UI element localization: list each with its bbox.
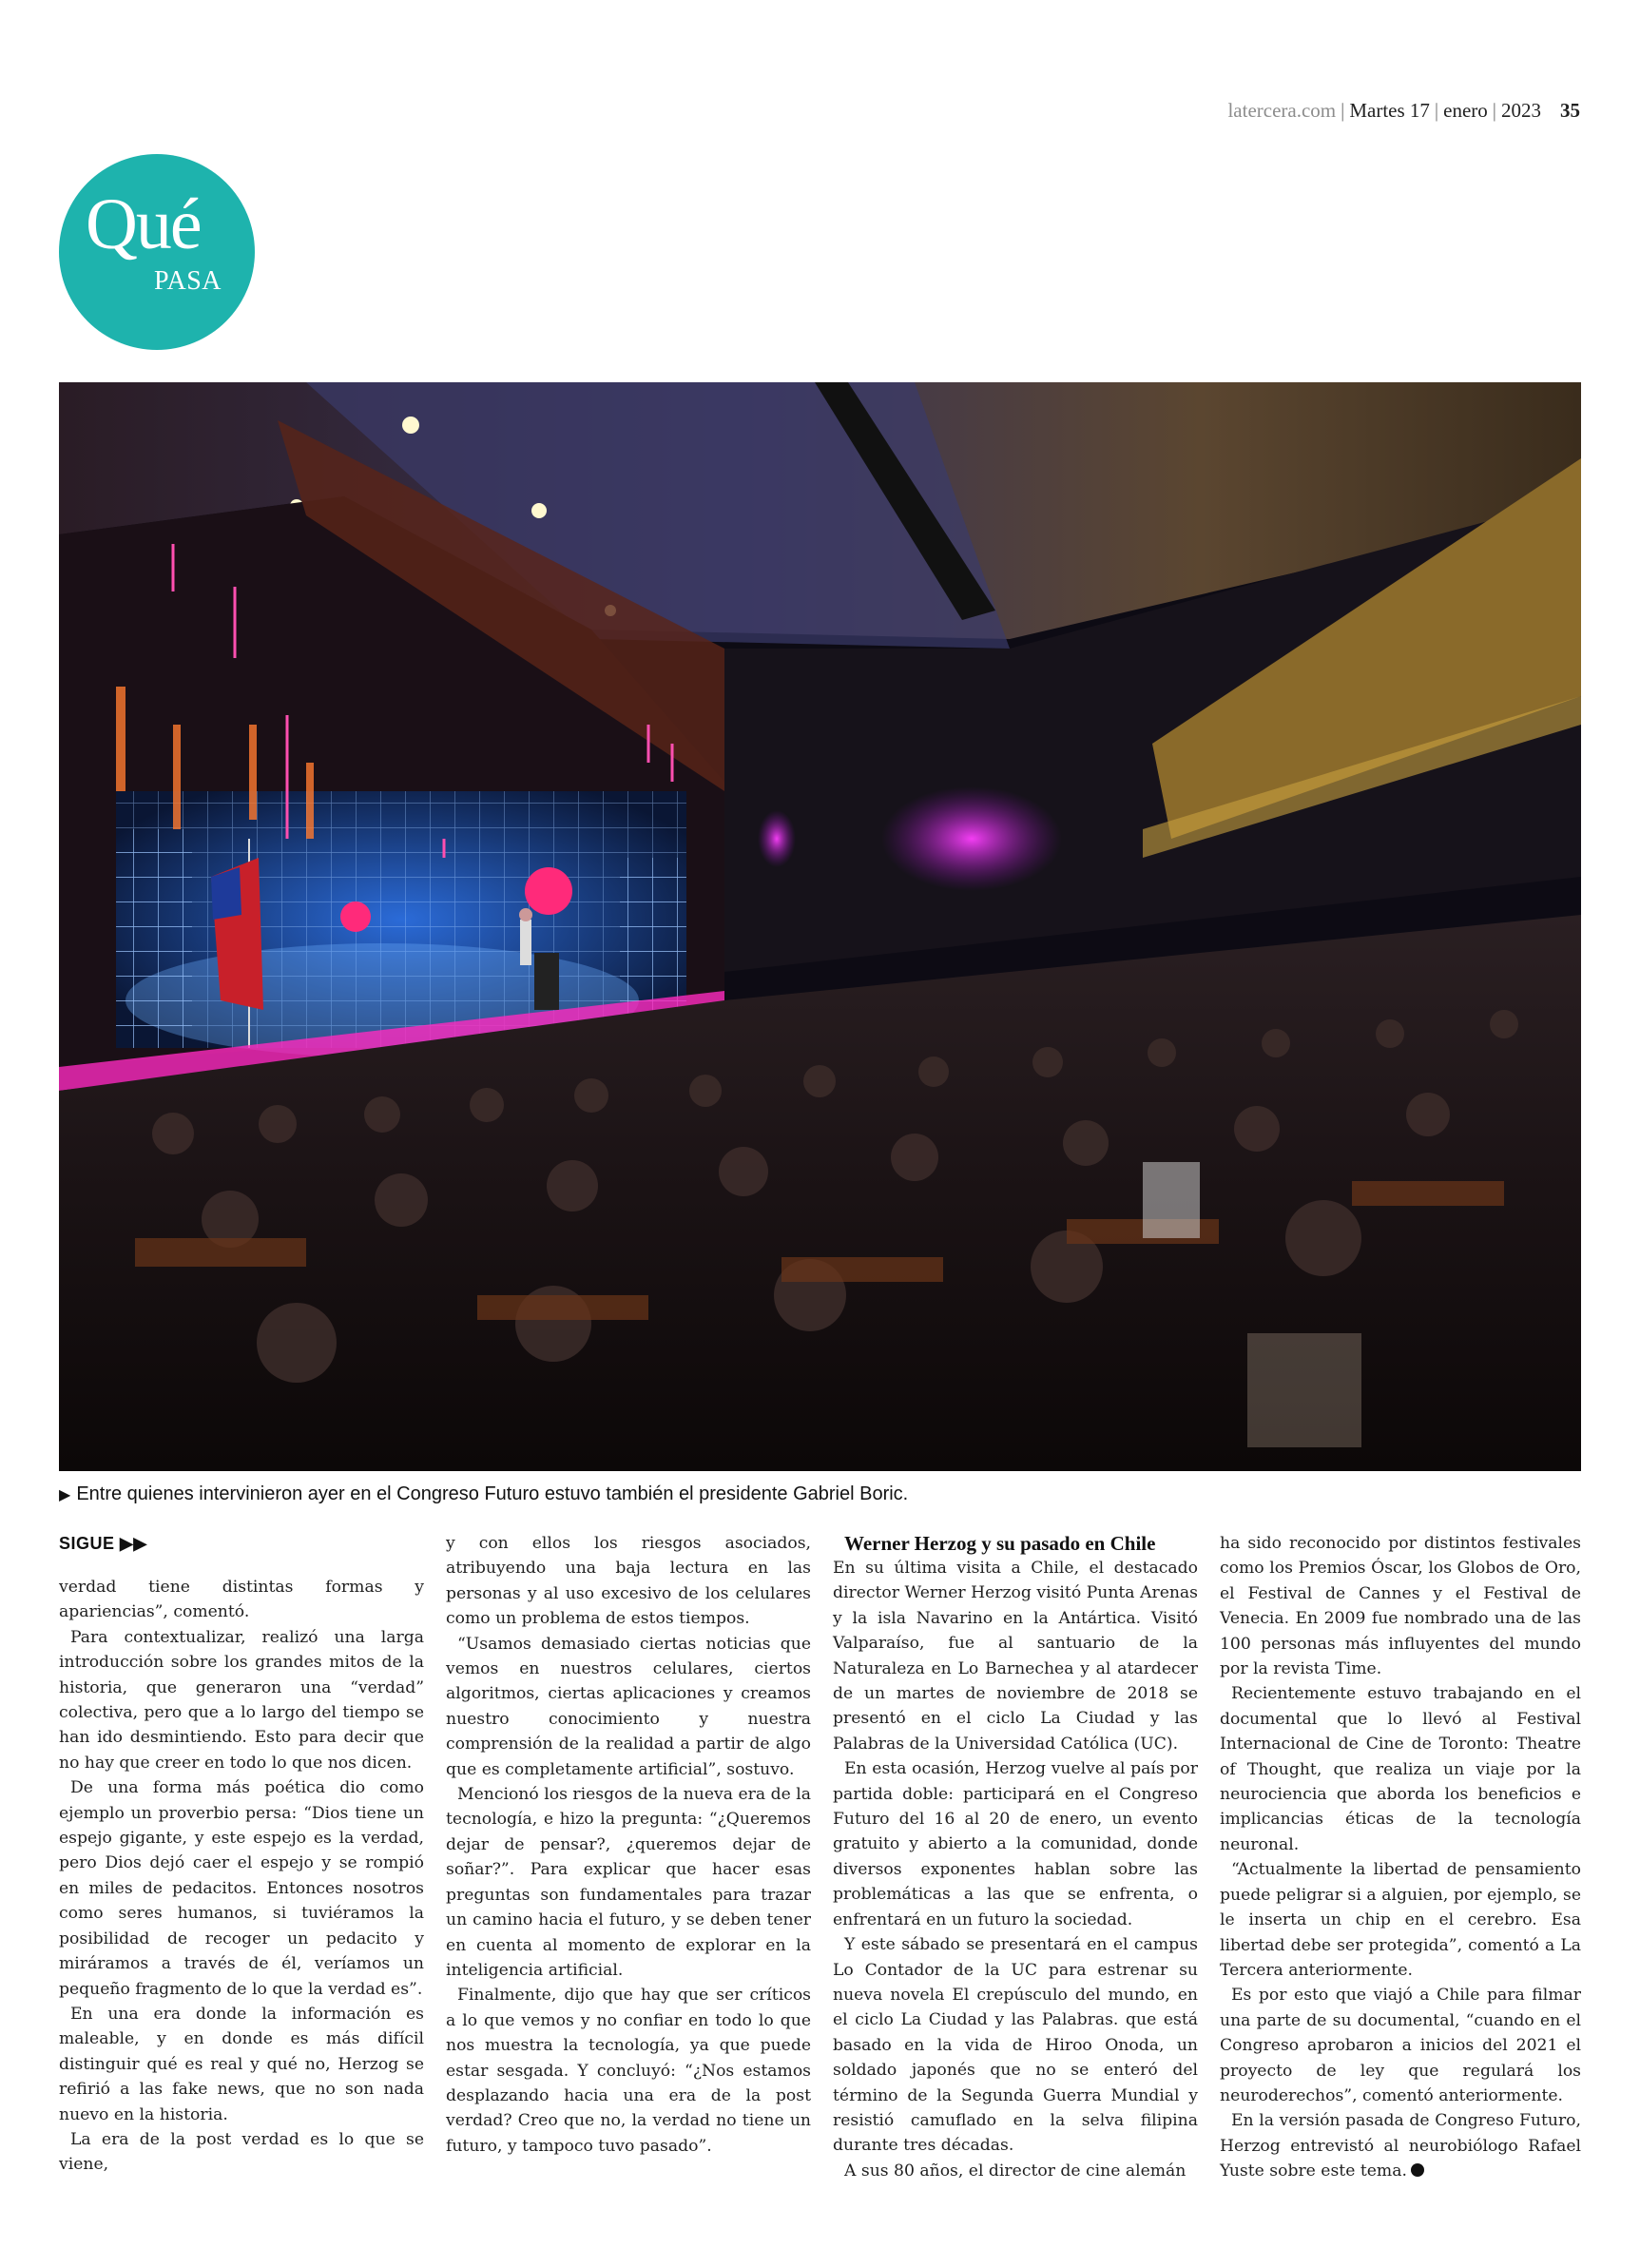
- logo-title: Qué: [86, 184, 201, 264]
- header-month: enero: [1443, 99, 1488, 122]
- caption-text: Entre quienes intervinieron ayer en el Congreso Futuro estuvo también el presidente Gabriel Boric.: [76, 1483, 909, 1504]
- play-triangle-icon: ▶: [59, 1487, 71, 1503]
- end-mark-icon: [1411, 2163, 1424, 2177]
- paragraph: [1220, 2108, 1581, 2183]
- paragraph: En esta ocasión, Herzog vuelve al país por partida doble: participará en el Congreso Futuro del 16 al 20 de enero, un evento gratuito y abierto a la comunidad, donde diversos exponentes hablan sobre las problemáticas a las que se enfrenta, o enfrentará en un futuro la sociedad.: [833, 1759, 1198, 1929]
- page-header: latercera.com | Martes 17 | enero | 2023 35: [1227, 99, 1580, 122]
- article-column-2: [446, 1531, 811, 2159]
- paragraph: Para contextualizar, realizó una larga introducción sobre los grandes mitos de la historia, que generaron una “verdad” colectiva, pero que a lo largo del tiempo se han ido desmintiendo. Esto para decir que no hay que creer en todo lo que nos dicen.: [59, 1627, 424, 1773]
- paragraph: Finalmente, dijo que hay que ser críticos a lo que vemos y no confiar en todo lo que nos muestra la tecnología, ya que puede estar sesgada. Y concluyó: “¿Nos estamos desplazando hacia una era de la post verdad? Creo que no, la verdad no tiene un futuro, y tampoco tuvo pasado”.: [446, 1986, 811, 2156]
- sigue-label: SIGUE ▶▶: [59, 1534, 147, 1553]
- page-number: 35: [1560, 99, 1580, 122]
- paragraph: ha sido reconocido por distintos festivales como los Premios Óscar, los Globos de Oro, el Festival de Cannes y el Festival de Venecia. En 2009 fue nombrado una de las 100 personas más influyentes del mundo por la revista Time.: [1220, 1534, 1581, 1679]
- paragraph: En una era donde la información es maleable, y en donde es más difícil distinguir qué es real y qué no, Herzog se refirió a las fake news, que no son nada nuevo en la historia.: [59, 2004, 424, 2124]
- paragraph: “Usamos demasiado ciertas noticias que vemos en nuestros celulares, ciertos algoritmos, ciertas aplicaciones y creamos nuestro conocimiento y nuestra comprensión de la realidad a partir de algo que es completamente artificial”, sostuvo.: [446, 1634, 811, 1779]
- article-column-1: [59, 1531, 424, 2178]
- paragraph: En su última visita a Chile, el destacado director Werner Herzog visitó Punta Arenas y la isla Navarino en la Antártica. Visitó Valparaíso, fue al santuario de la Naturaleza en Lo Barnechea y al atardecer de un martes de noviembre de 2018 se presentó en el ciclo La Ciudad y las Palabras de la Universidad Católica (UC).: [833, 1559, 1198, 1754]
- paragraph: Es por esto que viajó a Chile para filmar una parte de su documental, “cuando en el Congreso aprobaron a inicios del 2021 el proyecto de ley que regulará los neuroderechos”, comentó anteriormente.: [1220, 1986, 1581, 2105]
- photo-caption: [59, 1483, 908, 1505]
- paragraph: A sus 80 años, el director de cine alemán: [844, 2161, 1187, 2181]
- paragraph: Recientemente estuvo trabajando en el documental que lo llevó al Festival Internacional de Cine de Toronto: Theatre of Thought, que realiza un viaje por la neurociencia que aborda los beneficios e implicancias éticas de la tecnología neuronal.: [1220, 1684, 1581, 1854]
- section-logo: [59, 154, 255, 350]
- header-weekday: Martes 17: [1349, 99, 1430, 122]
- paragraph: “Actualmente la libertad de pensamiento puede peligrar si a alguien, por ejemplo, se le inserta un chip en el cerebro. Esa libertad debe ser protegida”, comentó a La Tercera anteriormente.: [1220, 1860, 1581, 1980]
- paragraph: De una forma más poética dio como ejemplo un proverbio persa: “Dios tiene un espejo gigante, y este espejo es la verdad, pero Dios dejó caer el espejo y se rompió en miles de pedacitos. Entonces nosotros como seres humanos, si tuviéramos la posibilidad de recoger un pedacito y miráramos a través de él, veríamos un pequeño fragmento de lo que la verdad es”.: [59, 1778, 424, 1999]
- paragraph-text: En la versión pasada de Congreso Futuro, Herzog entrevistó al neurobiólogo Rafael Yuste sobre este tema.: [1220, 2111, 1581, 2181]
- paragraph: La era de la post verdad es lo que se viene,: [59, 2129, 424, 2175]
- paragraph: y con ellos los riesgos asociados, atribuyendo una baja lectura en las personas y al uso excesivo de los celulares como un problema de estos tiempos.: [446, 1534, 811, 1629]
- auditorium-photo-illustration: [59, 382, 1581, 1471]
- paragraph: Mencionó los riesgos de la nueva era de la tecnología, e hizo la pregunta: “¿Queremos dejar de pensar?, ¿queremos dejar de soñar?”. Para explicar que hacer esas preguntas son fundamentales para trazar un camino hacia el futuro, y se deben tener en cuenta al momento de explorar en la inteligencia artificial.: [446, 1785, 811, 1980]
- header-year: 2023: [1501, 99, 1541, 122]
- article-column-3: [833, 1531, 1198, 2183]
- main-photo: [59, 382, 1581, 1471]
- site-name: latercera.com: [1227, 99, 1337, 122]
- paragraph: verdad tiene distintas formas y apariencias”, comentó.: [59, 1578, 424, 1622]
- section-heading: Werner Herzog y su pasado en Chile: [844, 1532, 1156, 1555]
- logo-subtitle: PASA: [154, 266, 222, 296]
- paragraph: Y este sábado se presentará en el campus Lo Contador de la UC para estrenar su nueva novela El crepúsculo del mundo, en el ciclo La Ciudad y las Palabras. que está basado en la vida de Hiroo Onoda, un soldado japonés que no se enteró del término de la Segunda Guerra Mundial y resistió camuflado en la selva filipina durante tres décadas.: [833, 1935, 1198, 2156]
- article-column-4: [1220, 1531, 1581, 2184]
